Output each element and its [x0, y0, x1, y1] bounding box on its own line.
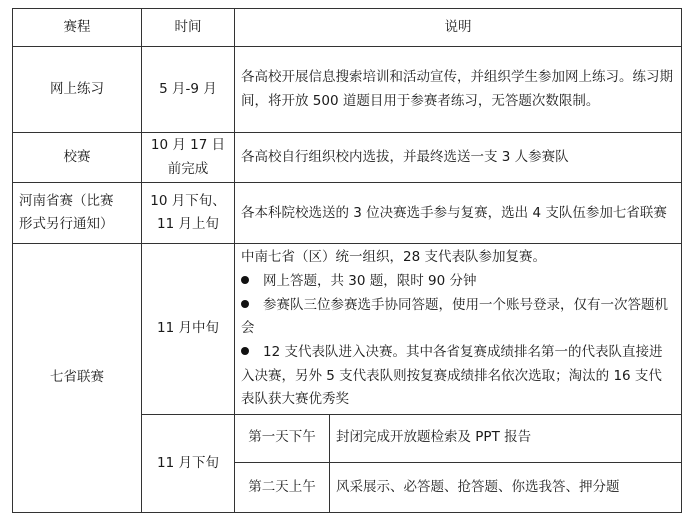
header-time: 时间 — [142, 9, 235, 47]
competition-schedule-table — [12, 8, 682, 513]
table-row — [13, 244, 682, 414]
sub-desc-day2: 风采展示、必答题、抢答题、你选我答、押分题 — [330, 462, 682, 512]
stage-henan-line2: 形式另行通知） — [19, 216, 114, 233]
desc-henan: 各本科院校选送的 3 位决赛选手参与复赛，选出 4 支队伍参加七省联赛 — [235, 183, 682, 244]
header-stage: 赛程 — [13, 9, 142, 47]
bullet-item — [241, 341, 675, 412]
desc-mid-november — [235, 244, 682, 414]
sub-label-day1: 第一天下午 — [235, 414, 330, 462]
sub-desc-day1: 封闭完成开放题检索及 PPT 报告 — [330, 414, 682, 462]
time-late-november: 11 月下旬 — [142, 414, 235, 512]
time-henan-line1: 10 月下旬、 — [150, 192, 226, 209]
table-row — [13, 47, 682, 133]
time-mid-november: 11 月中旬 — [142, 244, 235, 414]
desc-school: 各高校自行组织校内选拔，并最终选送一支 3 人参赛队 — [235, 133, 682, 183]
time-school-line2: 前完成 — [167, 160, 209, 177]
header-row — [13, 9, 682, 47]
sub-label-day2: 第二天上午 — [235, 462, 330, 512]
seven-province-intro: 中南七省（区）统一组织，28 支代表队参加复赛。 — [241, 249, 546, 266]
bullet-item — [241, 270, 675, 294]
time-henan — [142, 183, 235, 244]
table-row — [13, 133, 682, 183]
stage-seven-province: 七省联赛 — [13, 244, 142, 513]
stage-school: 校赛 — [13, 133, 142, 183]
bullet-icon — [241, 347, 249, 355]
time-school-line1: 10 月 17 日 — [150, 137, 226, 154]
stage-online-practice: 网上练习 — [13, 47, 142, 133]
bullet-text: 参赛队三位参赛选手协同答题，使用一个账号登录，仅有一次答题机会 — [241, 296, 668, 337]
bullet-icon — [241, 300, 249, 308]
bullet-text: 12 支代表队进入决赛。其中各省复赛成绩排名第一的代表队直接进入决赛，另外 5 支代表队则按复赛成绩排名依次选取；淘汰的 16 支代表队获大赛优秀奖 — [241, 343, 663, 408]
desc-online-practice: 各高校开展信息搜索培训和活动宣传，并组织学生参加网上练习。练习期间，将开放 500 道题目用于参赛者练习，无答题次数限制。 — [235, 47, 682, 133]
time-online-practice: 5 月-9 月 — [142, 47, 235, 133]
stage-henan — [13, 183, 142, 244]
stage-henan-line1: 河南省赛（比赛 — [19, 192, 114, 209]
time-school — [142, 133, 235, 183]
bullet-text: 网上答题，共 30 题，限时 90 分钟 — [263, 273, 477, 290]
table-row — [13, 183, 682, 244]
bullet-item — [241, 294, 675, 341]
header-description: 说明 — [235, 9, 682, 47]
bullet-icon — [241, 276, 249, 284]
time-henan-line2: 11 月上旬 — [157, 216, 219, 233]
